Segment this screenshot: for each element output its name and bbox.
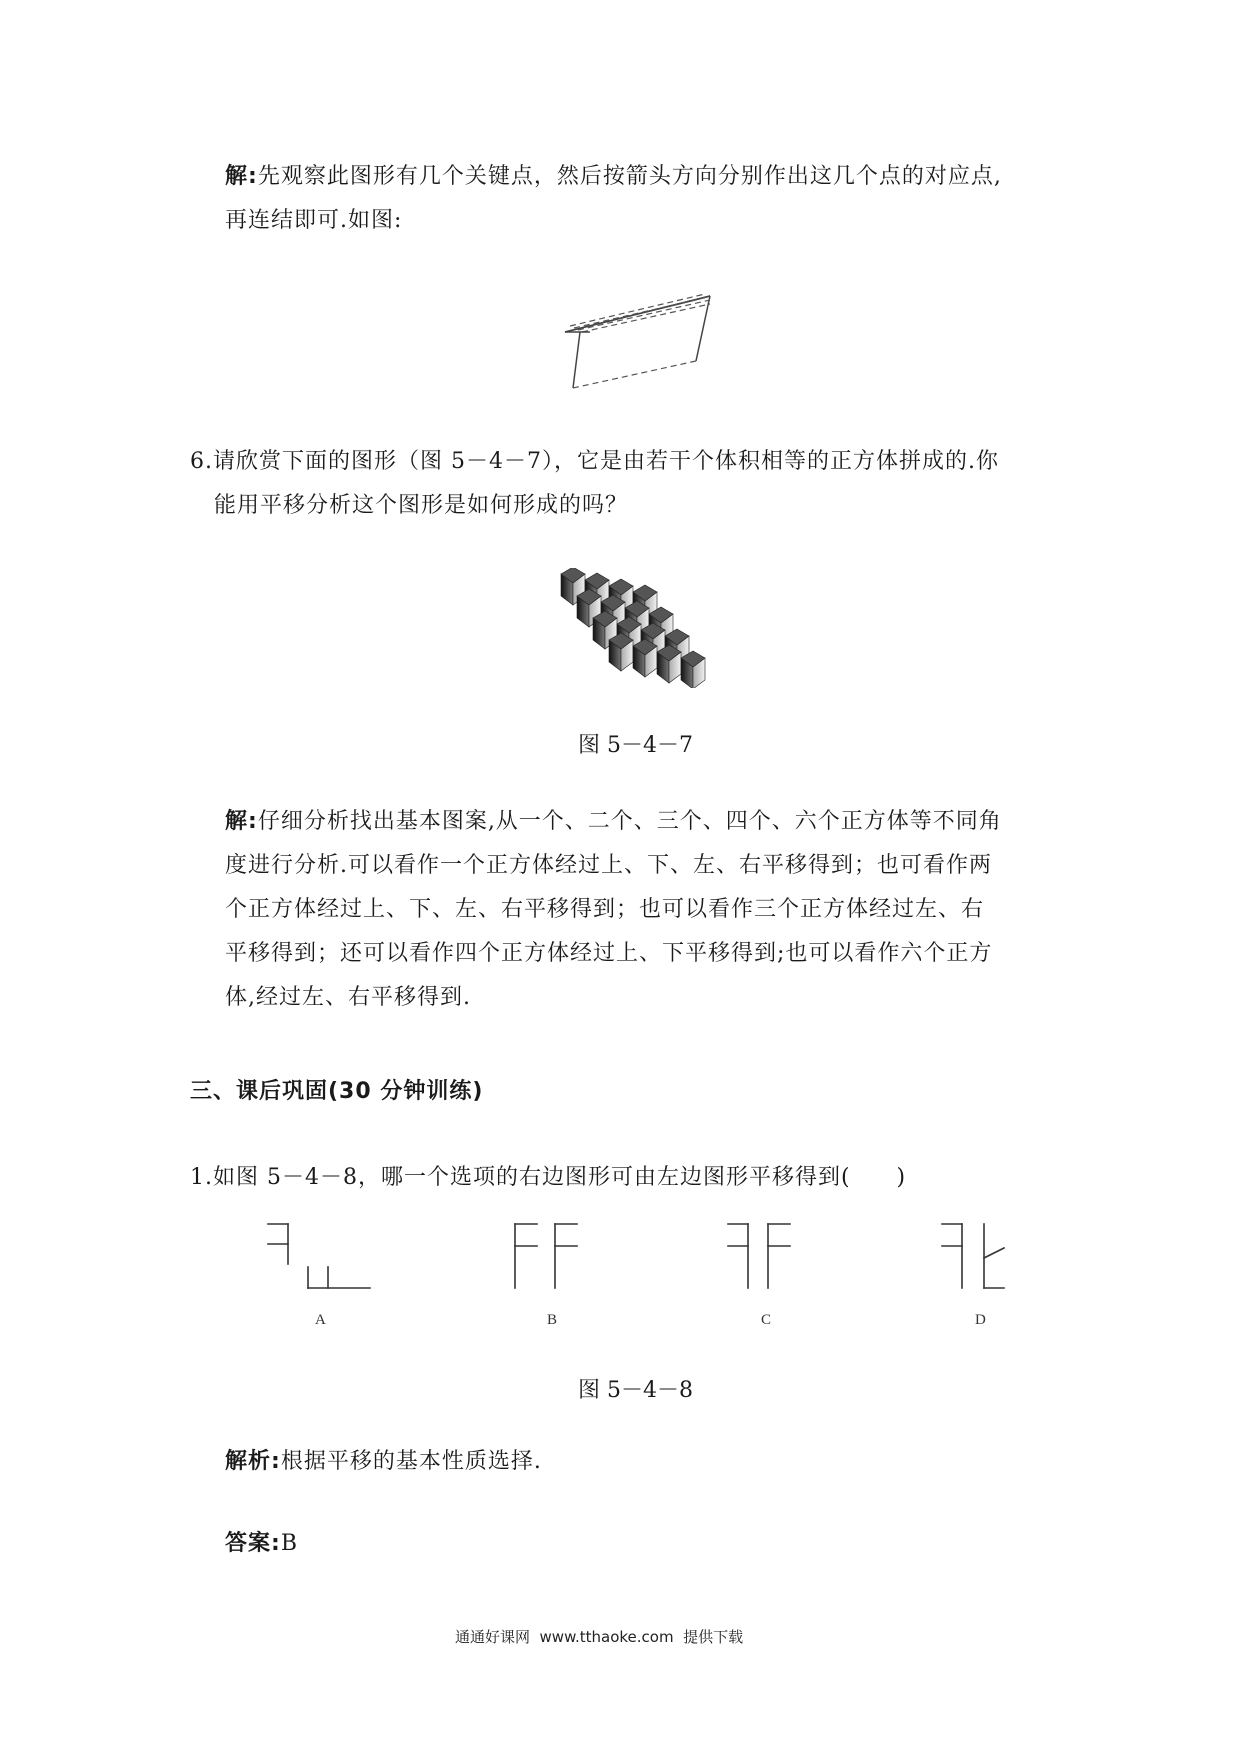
option-a-shape [268, 1224, 370, 1288]
analysis-label: 解析: [225, 1449, 281, 1474]
section-heading: 三、课后巩固(30 分钟训练) [190, 1079, 484, 1104]
option-label-b: B [547, 1312, 558, 1328]
question-6-line-1: 6.请欣赏下面的图形（图 5－4－7），它是由若干个体积相等的正方体拼成的.你 [190, 449, 999, 474]
option-b-shape [515, 1224, 577, 1288]
translation-figure [560, 288, 730, 396]
solution2-line-2: 度进行分析.可以看作一个正方体经过上、下、左、右平移得到；也可看作两 [225, 853, 992, 878]
options-figure [260, 1222, 1020, 1300]
option-label-c: C [761, 1312, 772, 1328]
option-c-shape [728, 1224, 790, 1288]
figure-caption-5-4-7: 图 5－4－7 [578, 733, 693, 758]
solution-paragraph-2 [225, 800, 1105, 1020]
answer-text: B [280, 1531, 298, 1556]
solution2-line-1: 解:仔细分析找出基本图案,从一个、二个、三个、四个、六个正方体等不同角 [225, 809, 1002, 834]
option-label-a: A [315, 1312, 326, 1328]
solution-line-2: 再连结即可.如图: [225, 208, 403, 233]
cube [633, 639, 657, 677]
figure-caption-5-4-8: 图 5－4－8 [578, 1378, 693, 1403]
solution-line-1: 解:先观察此图形有几个关键点，然后按箭头方向分别作出这几个点的对应点, [225, 164, 1002, 189]
solution-label: 解: [225, 164, 258, 189]
analysis [225, 1440, 542, 1484]
solution2-line-5: 体,经过左、右平移得到. [225, 985, 471, 1010]
answer-label: 答案: [225, 1531, 281, 1556]
solution2-label: 解: [225, 809, 258, 834]
option-d-shape [942, 1224, 1004, 1288]
solution2-line-4: 平移得到；还可以看作四个正方体经过上、下平移得到;也可以看作六个正方 [225, 941, 993, 966]
question-1: 1.如图 5－4－8，哪一个选项的右边图形可由左边图形平移得到( ) [190, 1165, 907, 1190]
answer [225, 1522, 298, 1566]
question-6 [190, 440, 1090, 528]
option-label-d: D [975, 1312, 986, 1328]
cube-figure [555, 568, 730, 688]
page-footer: 通通好课网 www.tthaoke.com 提供下载 [455, 1628, 744, 1646]
question-6-line-2: 能用平移分析这个图形是如何形成的吗？ [214, 493, 629, 518]
solution2-line-3: 个正方体经过上、下、左、右平移得到；也可以看作三个正方体经过左、右 [225, 897, 985, 922]
cube [609, 633, 633, 671]
analysis-text: 根据平移的基本性质选择. [280, 1449, 542, 1474]
cube [681, 651, 705, 688]
solution-paragraph-1 [225, 155, 1105, 243]
cube [657, 645, 681, 683]
